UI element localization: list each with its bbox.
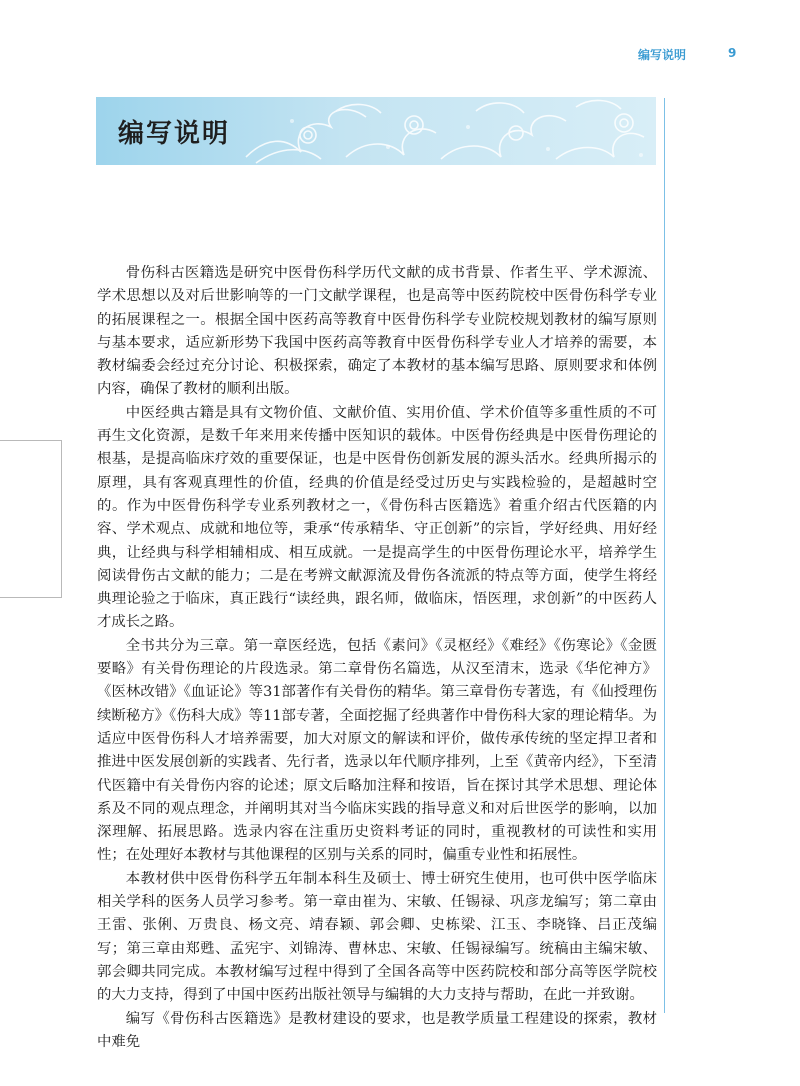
body-text [97,262,657,1054]
page-number: 9 [728,46,737,60]
margin-tab-outline [0,440,62,598]
paragraph-5: 编写《骨伤科古医籍选》是教材建设的要求，也是教学质量工程建设的探索，教材中难免 [97,1010,657,1050]
running-header [560,44,740,64]
paragraph-3: 全书共分为三章。第一章医经选，包括《素问》《灵枢经》《难经》《伤寒论》《金匮要略》有关骨伤理论的片段选录。第二章骨伤名篇选，从汉至清末，选录《华佗神方》《医林改错》《血证论》等31部著作有关骨伤的精华。第三章骨伤专著选，有《仙授理伤续断秘方》《伤科大成》等11部专著，全面挖掘了经典著作中骨伤科大家的理论精华。为适应中医骨伤科人才培养需要，加大对原文的解读和评价，做传承传统的坚定捍卫者和推进中医发展创新的实践者、先行者，选录以年代顺序排列，上至《黄帝内经》，下至清代医籍中有关骨伤内容的论述；原文后略加注释和按语，旨在探讨其学术思想、理论体系及不同的观点理念，并阐明其对当今临床实践的指导意义和对后世医学的影响，以加深理解、拓展思路。选录内容在注重历史资料考证的同时，重视教材的可读性和实用性；在处理好本教材与其他课程的区别与关系的同时，偏重专业性和拓展性。 [97,637,657,864]
paragraph-1: 骨伤科古医籍选是研究中医骨伤科学历代文献的成书背景、作者生平、学术源流、学术思想以及对后世影响等的一门文献学课程，也是高等中医药院校中医骨伤科学专业的拓展课程之一。根据全国中医药高等教育中医骨伤科学专业院校规划教材的编写原则与基本要求，适应新形势下我国中医药高等教育中医骨伤科学专业人才培养的需要，本教材编委会经过充分讨论、积极探索，确定了本教材的基本编写思路、原则要求和体例内容，确保了教材的顺利出版。 [97,265,657,398]
chapter-title: 编写说明 [118,119,231,149]
paragraph-2: 中医经典古籍是具有文物价值、文献价值、实用价值、学术价值等多重性质的不可再生文化资源，是数千年来用来传播中医知识的载体。中医骨伤经典是中医骨伤理论的根基，是提高临床疗效的重要保证，也是中医骨伤创新发展的源头活水。经典所揭示的原理，具有客观真理性的价值，经典的价值是经受过历史与实践检验的，是超越时空的。作为中医骨伤科学专业系列教材之一，《骨伤科古医籍选》着重介绍古代医籍的内容、学术观点、成就和地位等，秉承“传承精华、守正创新”的宗旨，学好经典、用好经典，让经典与科学相辅相成、相互成就。一是提高学生的中医骨伤理论水平，培养学生阅读骨伤古文献的能力；二是在考辨文献源流及骨伤各流派的特点等方面，使学生将经典理论验之于临床，真正践行“读经典，跟名师，做临床，悟医理，求创新”的中医药人才成长之路。 [97,404,657,631]
running-header-section-title: 编写说明 [638,48,687,62]
chapter-banner [96,97,656,165]
paragraph-4: 本教材供中医骨伤科学五年制本科生及硕士、博士研究生使用，也可供中医学临床相关学科的医务人员学习参考。第一章由崔为、宋敏、任锡禄、巩彦龙编写；第二章由王雷、张俐、万贵良、杨文亮、靖春颖、郭会卿、史栋梁、江玉、李晓锋、吕正茂编写；第三章由郑甦、孟宪宇、刘锦涛、曹林忠、宋敏、任锡禄编写。统稿由主编宋敏、郭会卿共同完成。本教材编写过程中得到了全国各高等中医药院校和部分高等医学院校的大力支持，得到了中国中医药出版社领导与编辑的大力支持与帮助，在此一并致谢。 [97,870,657,1004]
margin-rule [664,98,665,1013]
